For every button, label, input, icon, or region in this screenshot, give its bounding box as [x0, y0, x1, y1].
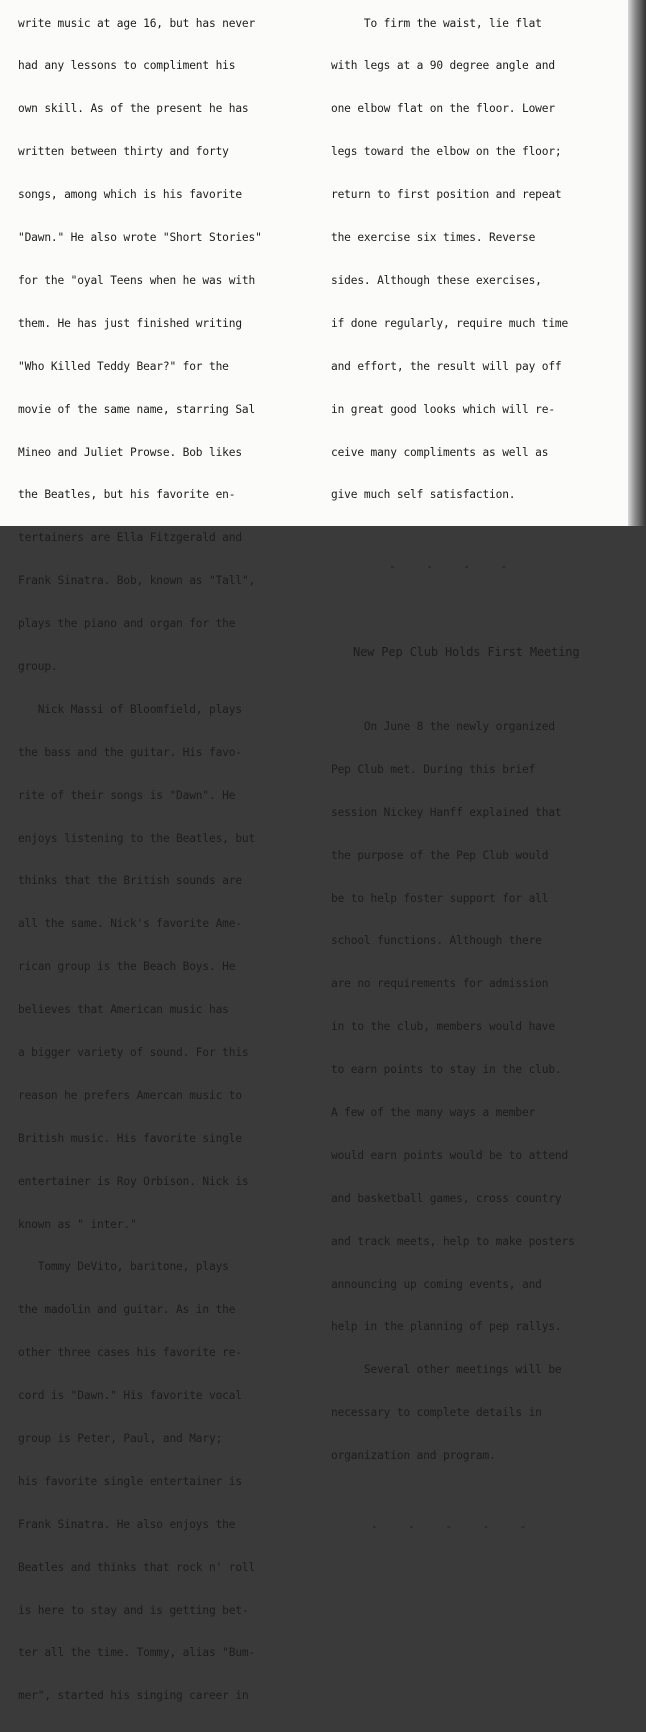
- text-line: them. He has just finished writing: [18, 316, 242, 330]
- article-heading: New Pep Club Holds First Meeting: [353, 644, 580, 659]
- text-line: believes that American music has: [18, 1003, 229, 1017]
- text-line: enjoys listening to the Beatles, but: [18, 831, 256, 845]
- text-line: tertainers are Ella Fitzgerald and: [18, 531, 242, 545]
- text-line: in great good looks which will re-: [331, 402, 555, 416]
- text-line: all the same. Nick's favorite Ame-: [18, 917, 242, 931]
- text-line: session Nickey Hanff explained that: [331, 805, 562, 819]
- text-line: organization and program.: [331, 1449, 496, 1463]
- text-line: group.: [18, 659, 58, 673]
- text-line: for the "oyal Teens when he was with: [18, 273, 256, 287]
- text-line: British music. His favorite single: [18, 1131, 242, 1145]
- text-line: would earn points would be to attend: [331, 1148, 569, 1162]
- text-line: and basketball games, cross country: [331, 1191, 562, 1205]
- text-line: Pep Club met. During this brief: [331, 762, 536, 776]
- text-line: ceive many compliments as well as: [331, 445, 549, 459]
- text-line: his favorite single entertainer is: [18, 1474, 242, 1488]
- text-line: if done regularly, require much time: [331, 316, 569, 330]
- text-line: cord is "Dawn." His favorite vocal: [18, 1389, 242, 1403]
- text-line: Frank Sinatra. He also enjoys the: [18, 1517, 236, 1531]
- text-line: entertainer is Roy Orbison. Nick is: [18, 1174, 249, 1188]
- page-edge-shadow: [628, 0, 646, 526]
- text-line: plays the piano and organ for the: [18, 617, 236, 631]
- text-line: rite of their songs is "Dawn". He: [18, 788, 236, 802]
- text-line: legs toward the elbow on the floor;: [331, 145, 562, 159]
- text-line: On June 8 the newly organized: [331, 719, 555, 733]
- text-line: the purpose of the Pep Club would: [331, 848, 549, 862]
- text-line: Nick Massi of Bloomfield, plays: [18, 702, 242, 716]
- left-column: [18, 0, 308, 1732]
- text-line: movie of the same name, starring Sal: [18, 402, 256, 416]
- text-line: return to first position and repeat: [331, 188, 562, 202]
- text-line: "Dawn." He also wrote "Short Stories": [18, 231, 262, 245]
- text-line: songs, among which is his favorite: [18, 188, 242, 202]
- text-line: Mineo and Juliet Prowse. Bob likes: [18, 445, 242, 459]
- text-line: A few of the many ways a member: [331, 1105, 536, 1119]
- text-line: one elbow flat on the floor. Lower: [331, 102, 555, 116]
- text-line: Several other meetings will be: [331, 1363, 562, 1377]
- text-line: the madolin and guitar. As in the: [18, 1303, 236, 1317]
- text-line: other three cases his favorite re-: [18, 1346, 242, 1360]
- text-line: sides. Although these exercises,: [331, 273, 542, 287]
- text-line: with legs at a 90 degree angle and: [331, 59, 555, 73]
- text-line: had any lessons to compliment his: [18, 59, 236, 73]
- text-line: is here to stay and is getting bet-: [18, 1603, 249, 1617]
- text-line: write music at age 16, but has never: [18, 16, 256, 30]
- text-line: help in the planning of pep rallys.: [331, 1320, 562, 1334]
- text-line: and effort, the result will pay off: [331, 359, 562, 373]
- text-line: are no requirements for admission: [331, 977, 549, 991]
- text-line: group is Peter, Paul, and Mary;: [18, 1431, 223, 1445]
- text-line: To firm the waist, lie flat: [331, 16, 542, 30]
- text-line: a bigger variety of sound. For this: [18, 1045, 249, 1059]
- text-line: known as " inter.": [18, 1217, 137, 1231]
- text-line: to earn points to stay in the club.: [331, 1063, 562, 1077]
- text-line: the Beatles, but his favorite en-: [18, 488, 236, 502]
- section-separator: - - - -: [389, 559, 508, 573]
- text-line: give much self satisfaction.: [331, 488, 516, 502]
- section-separator: - - - - -: [371, 1520, 527, 1534]
- text-line: necessary to complete details in: [331, 1406, 542, 1420]
- text-line: ter all the time. Tommy, alias "Bum-: [18, 1646, 256, 1660]
- text-line: Beatles and thinks that rock n' roll: [18, 1560, 256, 1574]
- text-line: in to the club, members would have: [331, 1020, 555, 1034]
- text-line: mer", started his singing career in: [18, 1689, 249, 1703]
- text-line: and track meets, help to make posters: [331, 1234, 575, 1248]
- text-line: the bass and the guitar. His favo-: [18, 745, 242, 759]
- text-line: rican group is the Beach Boys. He: [18, 960, 236, 974]
- text-line: be to help foster support for all: [331, 891, 549, 905]
- text-line: "Who Killed Teddy Bear?" for the: [18, 359, 229, 373]
- text-line: Tommy DeVito, baritone, plays: [18, 1260, 229, 1274]
- text-line: the exercise six times. Reverse: [331, 231, 536, 245]
- right-column: [331, 0, 621, 1569]
- text-line: announcing up coming events, and: [331, 1277, 542, 1291]
- text-line: own skill. As of the present he has: [18, 102, 249, 116]
- text-line: school functions. Although there: [331, 934, 542, 948]
- text-line: written between thirty and forty: [18, 145, 229, 159]
- text-line: thinks that the British sounds are: [18, 874, 242, 888]
- text-line: Frank Sinatra. Bob, known as "Tall",: [18, 574, 256, 588]
- text-line: reason he prefers Amercan music to: [18, 1088, 242, 1102]
